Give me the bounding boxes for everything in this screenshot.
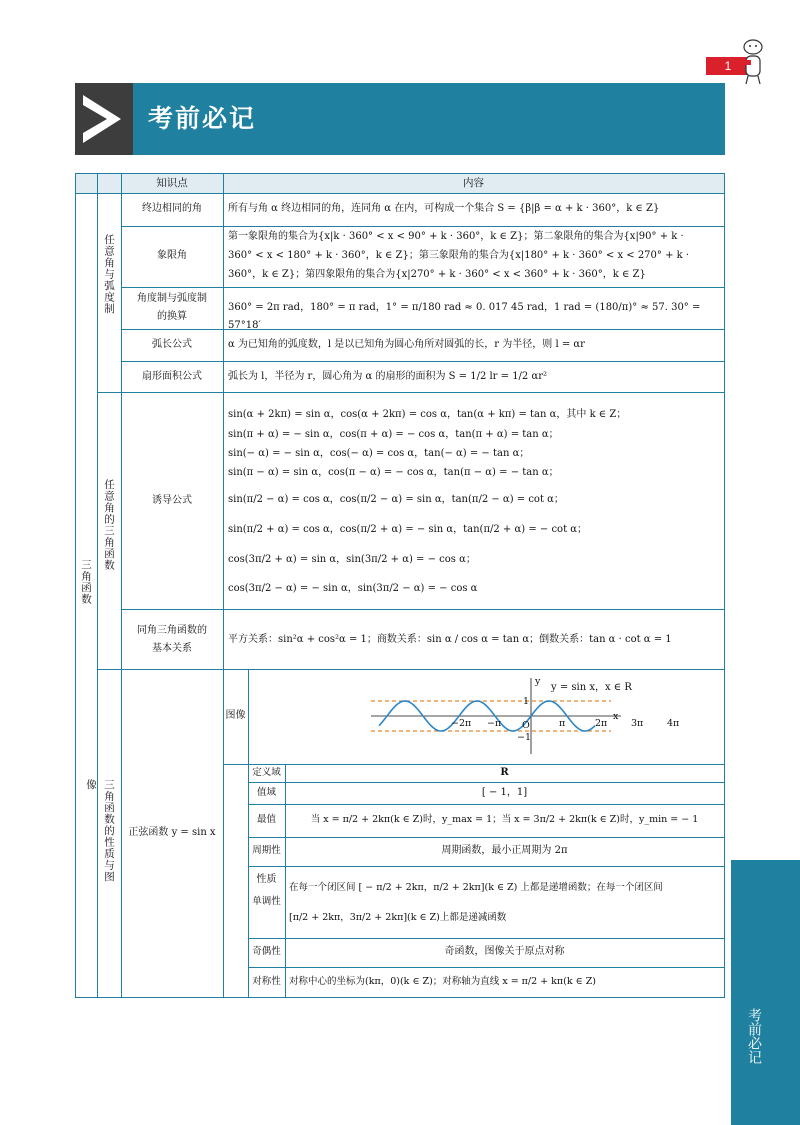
properties-label: 性质: [256, 874, 277, 885]
x-axis-label: x: [613, 711, 619, 722]
prop-name-domain: 定义域: [252, 767, 281, 778]
topic-reduction-formulas: 诱导公式: [152, 495, 192, 506]
prop-name-periodicity: 周期性: [252, 845, 281, 856]
prop-name-symmetry: 对称性: [252, 976, 281, 987]
header-topic: 知识点: [156, 177, 188, 189]
content-identities: 平方关系：sin²α + cos²α = 1；商数关系：sin α / cos α = tan α；倒数关系：tan α · cot α = 1: [228, 634, 672, 645]
topic-quadrant: 象限角: [157, 250, 187, 261]
formula-line-1: sin(α + 2kπ) = sin α，cos(α + 2kπ) = cos α，tan(α + kπ) = tan α，其中 k ∈ Z；: [228, 409, 627, 420]
header-content: 内容: [463, 177, 484, 189]
prop-value-monotonicity-2: [π/2 + 2kπ，3π/2 + 2kπ](k ∈ Z)上都是递减函数: [289, 912, 507, 923]
graph-label: 图像: [225, 710, 246, 721]
prop-name-extrema: 最值: [256, 814, 276, 825]
y-axis-label: y: [535, 676, 541, 687]
prop-value-domain: R: [500, 767, 509, 778]
sine-graph: [361, 674, 680, 759]
prop-value-periodicity: 周期函数，最小正周期为 2π: [441, 845, 568, 856]
function-label: y = sin x，x ∈ R: [551, 682, 632, 693]
origin-label: O: [522, 720, 530, 731]
content-conversion: 360° = 2π rad，180° = π rad，1° = π/180 rad ≈ 0. 017 45 rad，1 rad = (180/π)° ≈ 57. 30° = 57°18′: [228, 302, 701, 331]
chapter-label: 三角函数: [80, 559, 92, 605]
y-tick-1: 1: [523, 696, 530, 707]
content-arc-length: α 为已知角的弧度数，l 是以已知角为圆心角所对圆弧的长，r 为半径，则 l = αr: [228, 339, 585, 350]
topic-identities-2: 基本关系: [152, 643, 192, 654]
topic-sine-function: 正弦函数 y = sin x: [128, 827, 216, 838]
x-tick-3: π: [559, 718, 566, 729]
content-quadrant-2: 360° < x < 180° + k · 360°，k ∈ Z}；第三象限角的集合为{x|180° + k · 360° < x < 270° + k ·: [228, 250, 690, 261]
formula-line-2: sin(π + α) = − sin α，cos(π + α) = − cos α，tan(π + α) = tan α；: [228, 429, 559, 440]
x-tick-1: −2π: [451, 718, 472, 729]
chevron-right-icon: [75, 83, 133, 155]
knowledge-table: [75, 173, 725, 998]
prop-value-range: [ − 1，1]: [481, 787, 528, 798]
topic-conversion-1: 角度制与弧度制: [137, 293, 207, 304]
formula-line-3: sin(− α) = − sin α，cos(− α) = cos α，tan(− α) = − tan α；: [228, 448, 530, 459]
topic-arc-length: 弧长公式: [152, 339, 192, 350]
page-title: 考前必记: [148, 104, 257, 133]
prop-value-monotonicity-1: 在每一个闭区间 [ − π/2 + 2kπ，π/2 + 2kπ](k ∈ Z) 上都是递增函数；在每一个闭区间: [289, 882, 663, 893]
mascot-icon: [738, 38, 768, 88]
content-quadrant-3: 360°，k ∈ Z}；第四象限角的集合为{x|270° + k · 360° < x < 360° + k · 360°，k ∈ Z}: [228, 269, 646, 280]
x-tick-5: 3π: [631, 718, 644, 729]
page-number: 1: [706, 57, 750, 75]
x-tick-6: 4π: [667, 718, 680, 729]
topic-coterminal: 终边相同的角: [142, 203, 202, 214]
formula-line-6: sin(π/2 + α) = cos α，cos(π/2 + α) = − sin α，tan(π/2 + α) = − cot α；: [228, 524, 588, 535]
formula-line-7: cos(3π/2 + α) = sin α，sin(3π/2 + α) = − cos α；: [228, 554, 476, 565]
content-sector-area: 弧长为 l，半径为 r，圆心角为 α 的扇形的面积为 S = 1/2 lr = 1/2 αr²: [228, 371, 548, 382]
side-tab: [731, 860, 800, 1125]
section-title-1: 任意角与弧度制: [103, 234, 115, 315]
x-tick-4: 2π: [595, 718, 608, 729]
prop-name-parity: 奇偶性: [252, 946, 281, 957]
topic-identities-1: 同角三角函数的: [137, 625, 207, 636]
topic-sector-area: 扇形面积公式: [142, 371, 202, 382]
prop-value-symmetry: 对称中心的坐标为(kπ，0)(k ∈ Z)；对称轴为直线 x = π/2 + kπ(k ∈ Z): [289, 976, 597, 987]
content-coterminal: 所有与角 α 终边相同的角，连同角 α 在内，可构成一个集合 S = {β|β = α + k · 360°，k ∈ Z}: [228, 203, 660, 214]
topic-conversion-2: 的换算: [157, 311, 187, 322]
formula-line-5: sin(π/2 − α) = cos α，cos(π/2 − α) = sin α，tan(π/2 − α) = cot α；: [228, 494, 564, 505]
x-tick-2: −π: [487, 718, 502, 729]
formula-line-8: cos(3π/2 − α) = − sin α，sin(3π/2 − α) = − cos α: [228, 583, 478, 594]
prop-name-monotonicity: 单调性: [252, 896, 281, 907]
prop-value-extrema: 当 x = π/2 + 2kπ(k ∈ Z)时，y_max = 1；当 x = 3π/2 + 2kπ(k ∈ Z)时，y_min = − 1: [310, 814, 699, 825]
section-title-3: 三角函数的性质与图像: [85, 779, 115, 883]
formula-line-4: sin(π − α) = sin α，cos(π − α) = − cos α，tan(π − α) = − tan α；: [228, 467, 559, 478]
prop-name-range: 值域: [256, 787, 276, 798]
y-tick-minus-1: −1: [517, 732, 532, 743]
prop-value-parity: 奇函数，图像关于原点对称: [444, 946, 565, 957]
banner-marker: [75, 83, 133, 155]
section-title-2: 任意角的三角函数: [103, 479, 115, 571]
side-tab-label: 考前必记: [746, 1008, 762, 1064]
content-quadrant-1: 第一象限角的集合为{x|k · 360° < x < 90° + k · 360°，k ∈ Z}；第二象限角的集合为{x|90° + k ·: [228, 231, 684, 242]
